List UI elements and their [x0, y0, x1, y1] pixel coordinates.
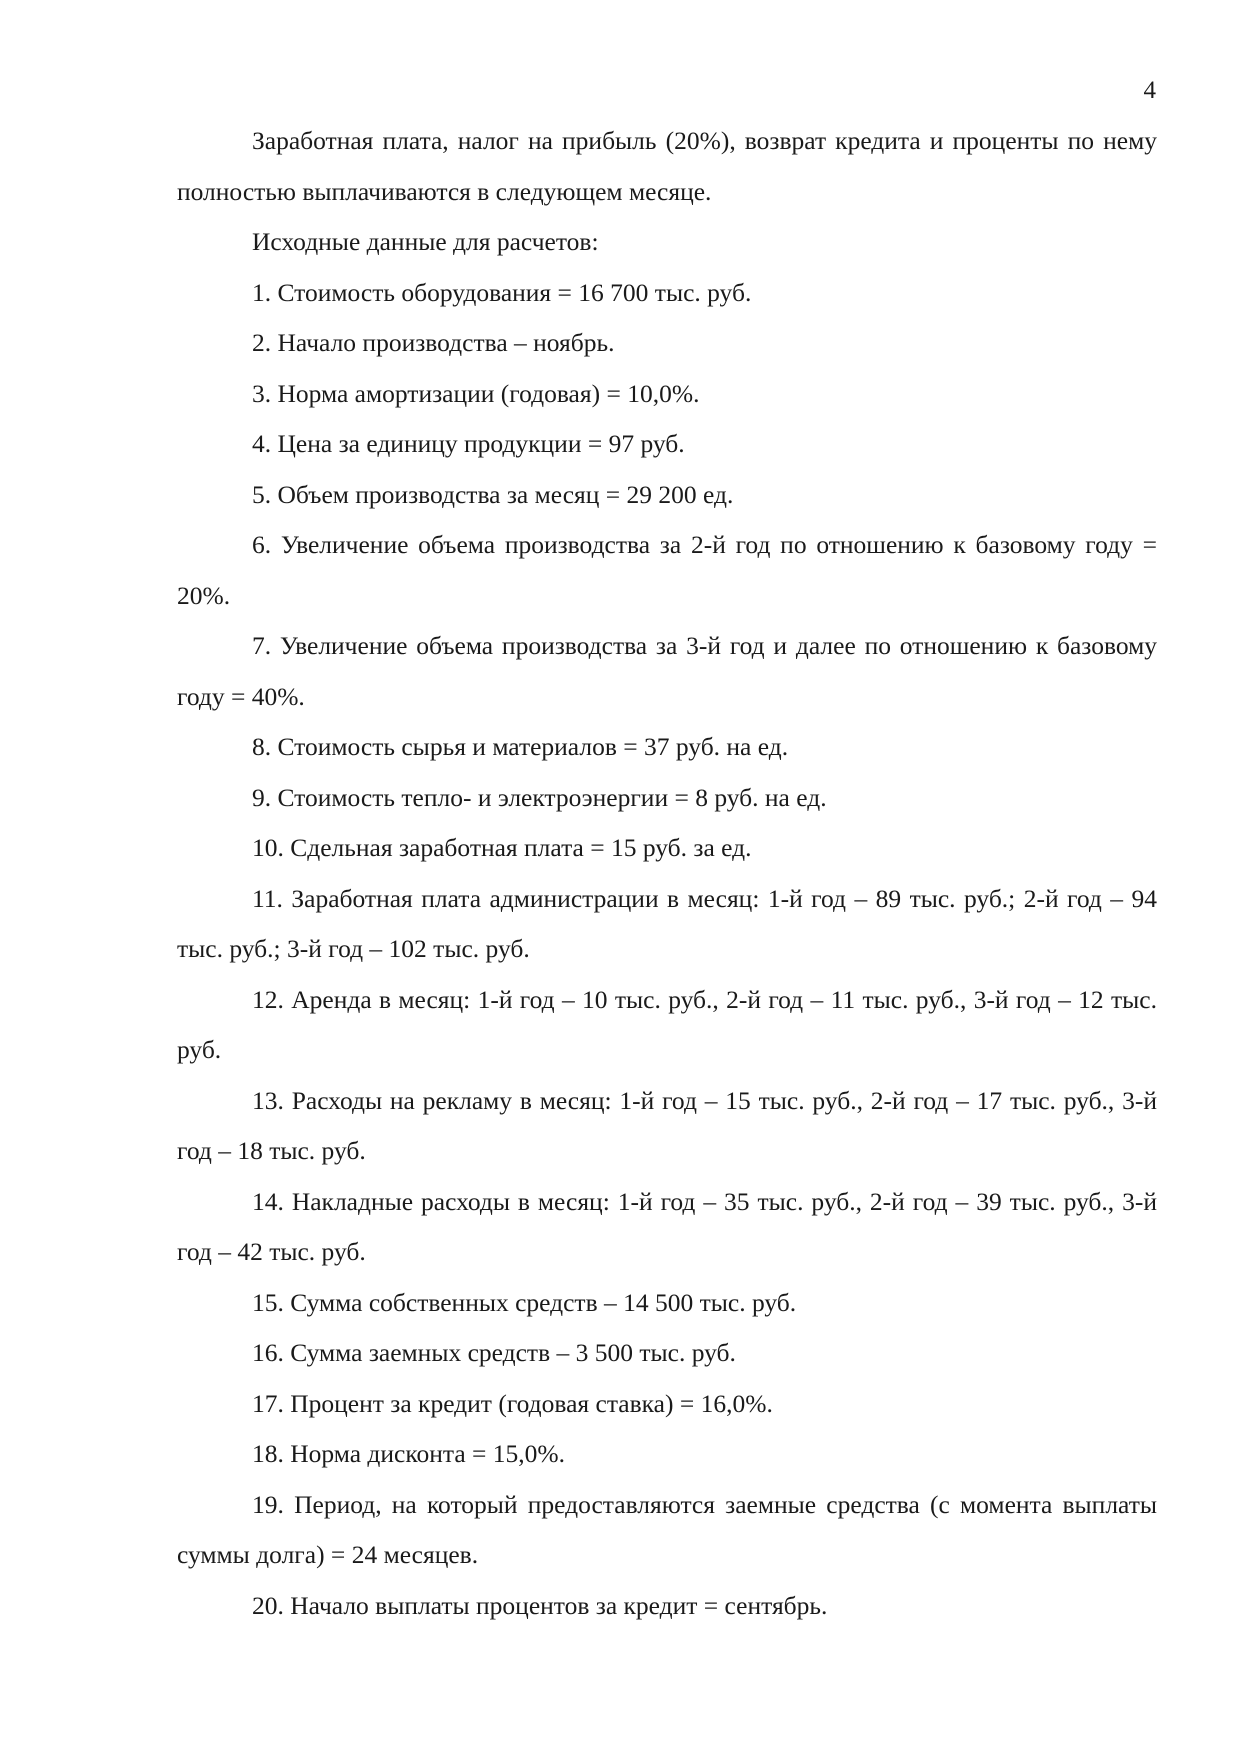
list-item-borrowed-funds: 16. Сумма заемных средств – 3 500 тыс. руб.	[252, 1338, 736, 1367]
list-item-production-start: 2. Начало производства – ноябрь.	[252, 328, 615, 357]
page-number: 4	[1143, 77, 1156, 104]
list-item-admin-salary: 11. Заработная плата администрации в месяц: 1-й год – 89 тыс. руб.; 2-й год – 94 тыс. руб.; 3-й год – 102 тыс. руб.	[177, 883, 1157, 963]
list-item-advertising: 13. Расходы на рекламу в месяц: 1-й год – 15 тыс. руб., 2-й год – 17 тыс. руб., 3-й год – 18 тыс. руб.	[177, 1085, 1157, 1165]
list-item-depreciation-rate: 3. Норма амортизации (годовая) = 10,0%.	[252, 378, 700, 408]
list-item-interest-rate: 17. Процент за кредит (годовая ставка) = 16,0%.	[252, 1388, 773, 1418]
list-item-overhead: 14. Накладные расходы в месяц: 1-й год – 35 тыс. руб., 2-й год – 39 тыс. руб., 3-й год – 42 тыс. руб.	[177, 1186, 1157, 1266]
list-item-materials-cost: 8. Стоимость сырья и материалов = 37 руб. на ед.	[252, 732, 789, 761]
list-item-own-funds: 15. Сумма собственных средств – 14 500 тыс. руб.	[252, 1287, 797, 1317]
list-item-loan-period: 19. Период, на который предоставляются заемные средства (с момента выплаты суммы долга) = 24 месяцев.	[177, 1489, 1157, 1569]
list-item-unit-price: 4. Цена за единицу продукции = 97 руб.	[252, 429, 685, 458]
list-item-discount-rate: 18. Норма дисконта = 15,0%.	[252, 1439, 566, 1468]
list-item-volume-increase-year-2: 6. Увеличение объема производства за 2-й год по отношению к базовому году = 20%.	[177, 530, 1157, 610]
list-item-equipment-cost: 1. Стоимость оборудования = 16 700 тыс. руб.	[252, 277, 752, 307]
document-body	[177, 116, 1157, 1631]
paragraph-initial-data-heading: Исходные данные для расчетов:	[252, 227, 599, 256]
list-item-energy-cost: 9. Стоимость тепло- и электроэнергии = 8 руб. на ед.	[252, 782, 827, 812]
paragraph-salary-tax: Заработная плата, налог на прибыль (20%), возврат кредита и проценты по нему полностью выплачиваются в следующем месяце.	[177, 126, 1157, 206]
list-item-volume-increase-year-3: 7. Увеличение объема производства за 3-й год и далее по отношению к базовому году = 40%.	[177, 631, 1157, 711]
list-item-interest-start: 20. Начало выплаты процентов за кредит = сентябрь.	[252, 1590, 828, 1620]
list-item-piece-wage: 10. Сдельная заработная плата = 15 руб. за ед.	[252, 833, 752, 862]
list-item-rent: 12. Аренда в месяц: 1-й год – 10 тыс. руб., 2-й год – 11 тыс. руб., 3-й год – 12 тыс. руб.	[177, 984, 1157, 1064]
list-item-monthly-volume: 5. Объем производства за месяц = 29 200 ед.	[252, 479, 734, 509]
